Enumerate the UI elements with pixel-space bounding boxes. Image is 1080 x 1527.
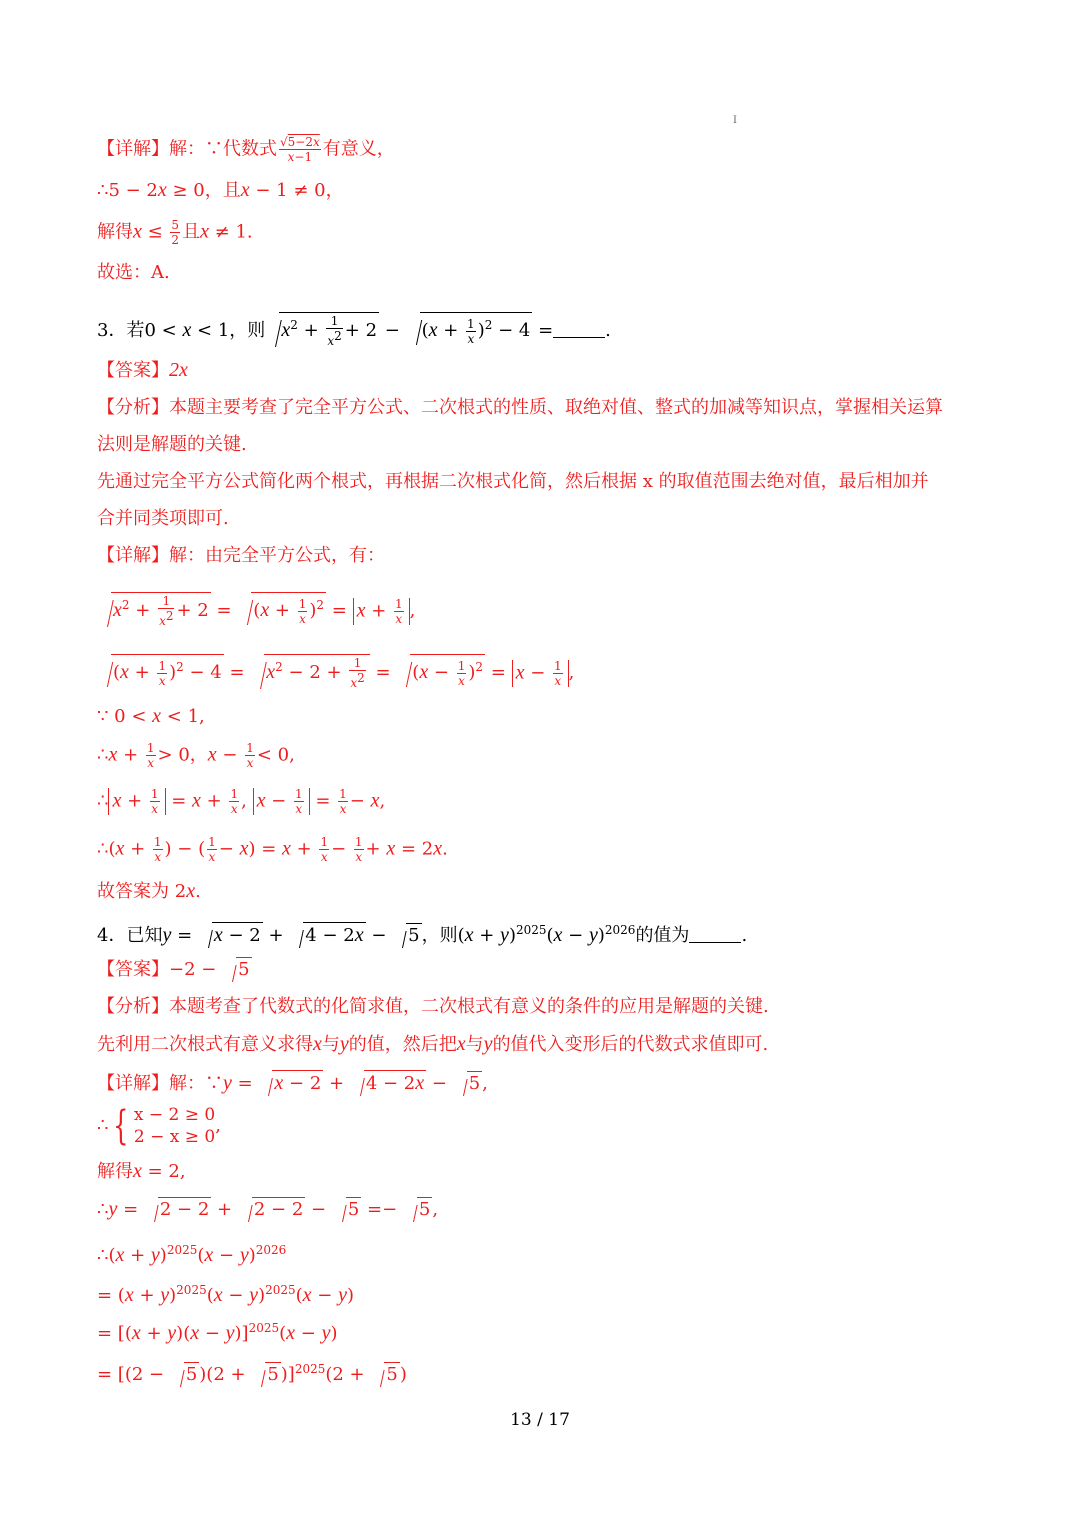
detail-line-3: 解得x ≤ $\frac{5}{2}$ 且x ≠ 1. [97, 218, 253, 247]
question-4: 4．已知y = x − 2 + 4 − 2x − 5 ，则$(x + y)^{2025}(x - y)^{2026}$的值为 . [97, 923, 748, 946]
analysis-4-line-1: 【分析】本题考查了代数式的化简求值，二次根式有意义的条件的应用是解题的关键. [97, 996, 769, 1017]
equation-7: 故答案为 2x. [97, 880, 201, 902]
detail-line-1: 【详解】解：∵代数式 $\frac{√5-2x}{x-1}$ 有意义， [97, 135, 395, 164]
step-2: ∴y = 2 − 2 + 2 − 2 − 5 =− 5 , [97, 1198, 439, 1220]
tick-mark: I [733, 115, 737, 126]
equation-2: (x + $\frac{1}{x}$ )$^2 - 4 = x^2 - 2$ + $\frac{1}{x^2}$ = (x − $\frac{1}{x}$ )$^2$ = x − $\frac{1}{x}$ , [97, 654, 574, 689]
step-6: = [(2 − 5 )(2 + 5 )]$^{2025}$(2 + 5 ) [97, 1362, 407, 1385]
detail-line-4: 故选：A. [97, 262, 170, 283]
page-number: 13 / 17 [510, 1410, 570, 1430]
equation-5: ∴ x + $\frac{1}{x}$ = x + $\frac{1}{x}$ , x − $\frac{1}{x}$ = $\frac{1}{x}$ − x, [97, 787, 386, 816]
step-4: = $(x + y)^{2025}(x - y)^{2025}(x - y)$ [97, 1283, 355, 1306]
equation-4: ∴x + $\frac{1}{x}$ > 0，x − $\frac{1}{x}$ < 0, [97, 741, 295, 770]
step-1: 解得x = 2, [97, 1160, 186, 1182]
equation-6: ∴(x + $\frac{1}{x}$ ) − ( $\frac{1}{x}$ − x) = x + $\frac{1}{x}$ − $\frac{1}{x}$ + x = 2x. [97, 835, 448, 864]
question-3: 3．若0 < x < 1，则 $x^2$ + $\frac{1}{x^2}$ + 2 − (x + $\frac{1}{x}$ )$^2$ − 4 = . [97, 314, 611, 348]
equation-1: $x^2$ + $\frac{1}{x^2}$ + 2 = (x + $\frac{1}{x}$ )$^2$ = x + $\frac{1}{x}$ , [97, 592, 415, 627]
detail-line-2: ∴5 − 2x ≥ 0，且x − 1 ≠ 0， [97, 179, 344, 201]
equation-3: ∵ 0 < x < 1, [97, 705, 205, 727]
step-5: = $[(x + y)(x - y)]^{2025}(x - y)$ [97, 1321, 338, 1344]
detail-3-head: 【详解】解：由完全平方公式，有： [97, 545, 385, 566]
answer-blank [553, 337, 605, 338]
analysis-4-line-2: 先利用二次根式有意义求得x与y的值，然后把x与y的值代入变形后的代数式求值即可. [97, 1033, 769, 1055]
detail-4-head: 【详解】解：∵y = x − 2 + 4 − 2x − 5 , [97, 1072, 488, 1094]
answer-3: 【答案】2x [97, 359, 188, 381]
step-3: ∴(x + $y)^{2025}(x - y)^{2026}$ [97, 1243, 287, 1266]
fraction: $\frac{√5-2x}{x-1}$ [280, 135, 320, 164]
analysis-3-line-1: 【分析】本题主要考查了完全平方公式、二次根式的性质、取绝对值、整式的加减等知识点，掌握相关运算 [97, 397, 943, 418]
analysis-3-line-4: 合并同类项即可. [97, 508, 229, 529]
answer-4: 【答案】−2 − 5 [97, 959, 250, 980]
inequality-system: ∴ { x − 2 ≥ 0 2 − x ≥ 0 , [97, 1103, 221, 1149]
analysis-3-line-3: 先通过完全平方公式简化两个根式，再根据二次根式化简，然后根据 x 的取值范围去绝对值，最后相加并 [97, 471, 929, 492]
analysis-3-line-2: 法则是解题的关键. [97, 434, 247, 455]
